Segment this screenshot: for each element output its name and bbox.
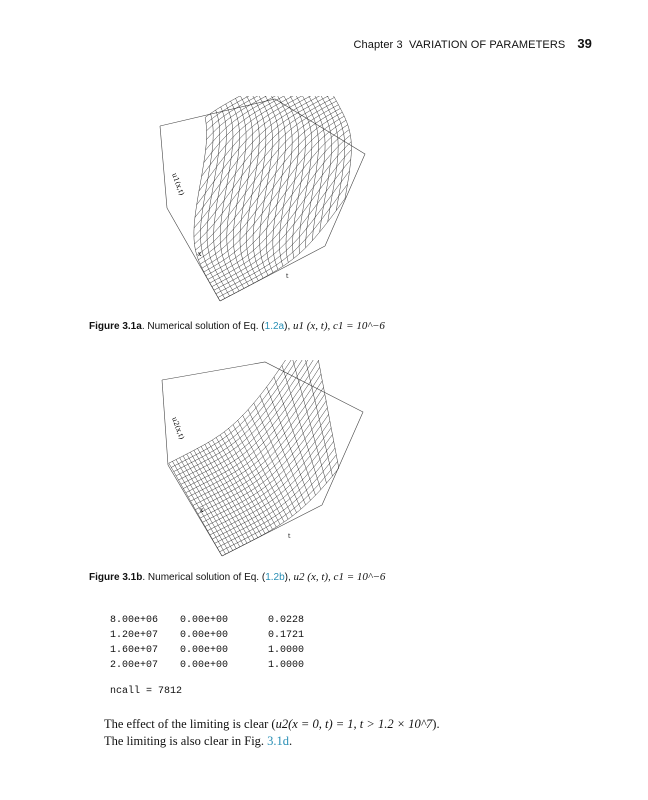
table-cell: 0.00e+00 (180, 630, 229, 641)
table-cell: 1.0000 (268, 645, 305, 656)
chapter-label: Chapter 3 VARIATION OF PARAMETERS (353, 39, 566, 51)
mesh-line (206, 96, 314, 124)
mesh-line (293, 96, 325, 241)
table-row (110, 658, 328, 673)
axis-label-t: t (288, 533, 291, 540)
figure-link[interactable]: 3.1d (267, 734, 290, 748)
table-cell: 8.00e+06 (110, 615, 159, 626)
mesh-line (260, 96, 280, 272)
output-table (110, 613, 328, 673)
table-row (110, 613, 328, 628)
mesh-line (179, 360, 316, 480)
axis-label-z: u1(x,t) (170, 171, 186, 197)
table-cell: 0.00e+00 (180, 615, 229, 626)
table-cell: 0.1721 (268, 630, 305, 641)
surface-plot-u2 (150, 360, 375, 566)
table-row (110, 628, 328, 643)
figure-caption-a: Figure 3.1a. Numerical solution of Eq. (1.2a), u1 (x, t), c1 = 10^−6 (89, 320, 385, 332)
table-cell: 1.20e+07 (110, 630, 159, 641)
axis-label-t: t (286, 273, 289, 280)
table-cell: 1.0000 (268, 660, 305, 671)
mesh-line (195, 394, 324, 509)
body-paragraph (104, 716, 440, 750)
table-cell: 0.0228 (268, 615, 305, 626)
axis-label-x: x (198, 251, 202, 258)
mesh-line (269, 96, 292, 266)
mesh-line (191, 381, 323, 501)
equation-link[interactable]: 1.2a (264, 321, 285, 332)
mesh-line (283, 96, 312, 254)
table-cell: 0.00e+00 (180, 645, 229, 656)
mesh-surface (169, 360, 339, 556)
mesh-line (300, 360, 332, 476)
equation-link[interactable]: 1.2b (265, 572, 285, 583)
table-cell: 1.60e+07 (110, 645, 159, 656)
mesh-line (199, 96, 326, 191)
paragraph-line-1: The effect of the limiting is clear (u2(x = 0, t) = 1, t > 1.2 × 10^7). (104, 717, 440, 731)
ncall-output: ncall = 7812 (110, 686, 183, 697)
figure-caption-b: Figure 3.1b. Numerical solution of Eq. (1.2b), u2 (x, t), c1 = 10^−6 (89, 571, 386, 583)
mesh-line (200, 408, 327, 518)
mesh-line (217, 455, 336, 548)
mesh-line (206, 96, 321, 150)
axis-label-x: x (200, 507, 204, 514)
mesh-line (204, 96, 322, 163)
bounding-box (160, 99, 365, 301)
running-header (353, 36, 592, 51)
mesh-line (311, 360, 339, 468)
paragraph-line-2: The limiting is also clear in Fig. 3.1d. (104, 734, 293, 748)
mesh-line (181, 360, 317, 484)
surface-plot-u1 (150, 96, 375, 312)
mesh-line (220, 199, 345, 302)
mesh-surface (194, 96, 352, 301)
table-cell: 2.00e+07 (110, 660, 159, 671)
table-row (110, 643, 328, 658)
table-cell: 0.00e+00 (180, 660, 229, 671)
axis-label-z: u2(x,t) (170, 415, 186, 441)
page-number: 39 (577, 36, 592, 51)
mesh-line (216, 171, 350, 294)
mesh-line (195, 96, 330, 217)
